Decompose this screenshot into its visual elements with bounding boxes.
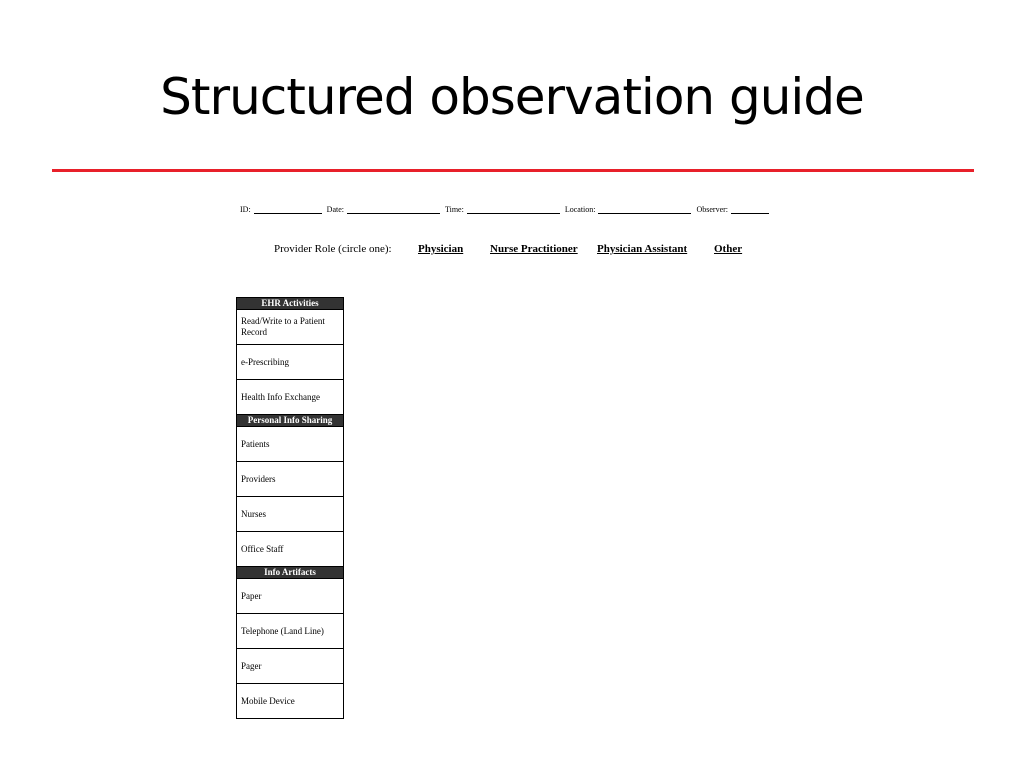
activity-cell: Office Staff [237,532,344,567]
table-row [237,310,344,345]
observation-header-fields [240,204,800,216]
observer-field-label: Observer: [696,205,729,214]
activity-cell: Nurses [237,497,344,532]
table-row [237,614,344,649]
activity-cell: Read/Write to a Patient Record [237,310,344,345]
activity-cell: Patients [237,427,344,462]
location-field-label: Location: [564,205,596,214]
activity-cell: Health Info Exchange [237,380,344,415]
date-field-label: Date: [326,205,344,214]
role-option-other[interactable]: Other [714,243,743,255]
activity-cell: Pager [237,649,344,684]
role-option-physician[interactable]: Physician [418,243,464,255]
section-header-row [237,415,344,427]
table-row [237,345,344,380]
section-heading: Personal Info Sharing [237,415,344,427]
table-row [237,380,344,415]
provider-role-line [274,241,774,257]
time-field-label: Time: [445,205,464,214]
table-row [237,497,344,532]
role-option-physician-assistant[interactable]: Physician Assistant [597,243,688,255]
section-header-row [237,298,344,310]
slide-title: Structured observation guide [160,68,864,126]
date-field-blank [347,205,440,214]
section-heading: EHR Activities [237,298,344,310]
title-underline [52,169,974,172]
table-row [237,684,344,719]
time-field-blank [467,205,560,214]
section-heading: Info Artifacts [237,567,344,579]
activity-cell: Telephone (Land Line) [237,614,344,649]
observer-field-blank [731,205,769,214]
activity-cell: Paper [237,579,344,614]
table-row [237,579,344,614]
section-header-row [237,567,344,579]
table-row [237,427,344,462]
observation-table [236,297,344,719]
table-row [237,649,344,684]
location-field-blank [598,205,691,214]
table-row [237,462,344,497]
id-field-blank [254,205,322,214]
activity-cell: Providers [237,462,344,497]
activity-cell: Mobile Device [237,684,344,719]
provider-role-prompt: Provider Role (circle one): [274,243,392,255]
id-field-label: ID: [240,205,251,214]
role-option-nurse-practitioner[interactable]: Nurse Practitioner [490,243,578,255]
activity-cell: e-Prescribing [237,345,344,380]
table-row [237,532,344,567]
